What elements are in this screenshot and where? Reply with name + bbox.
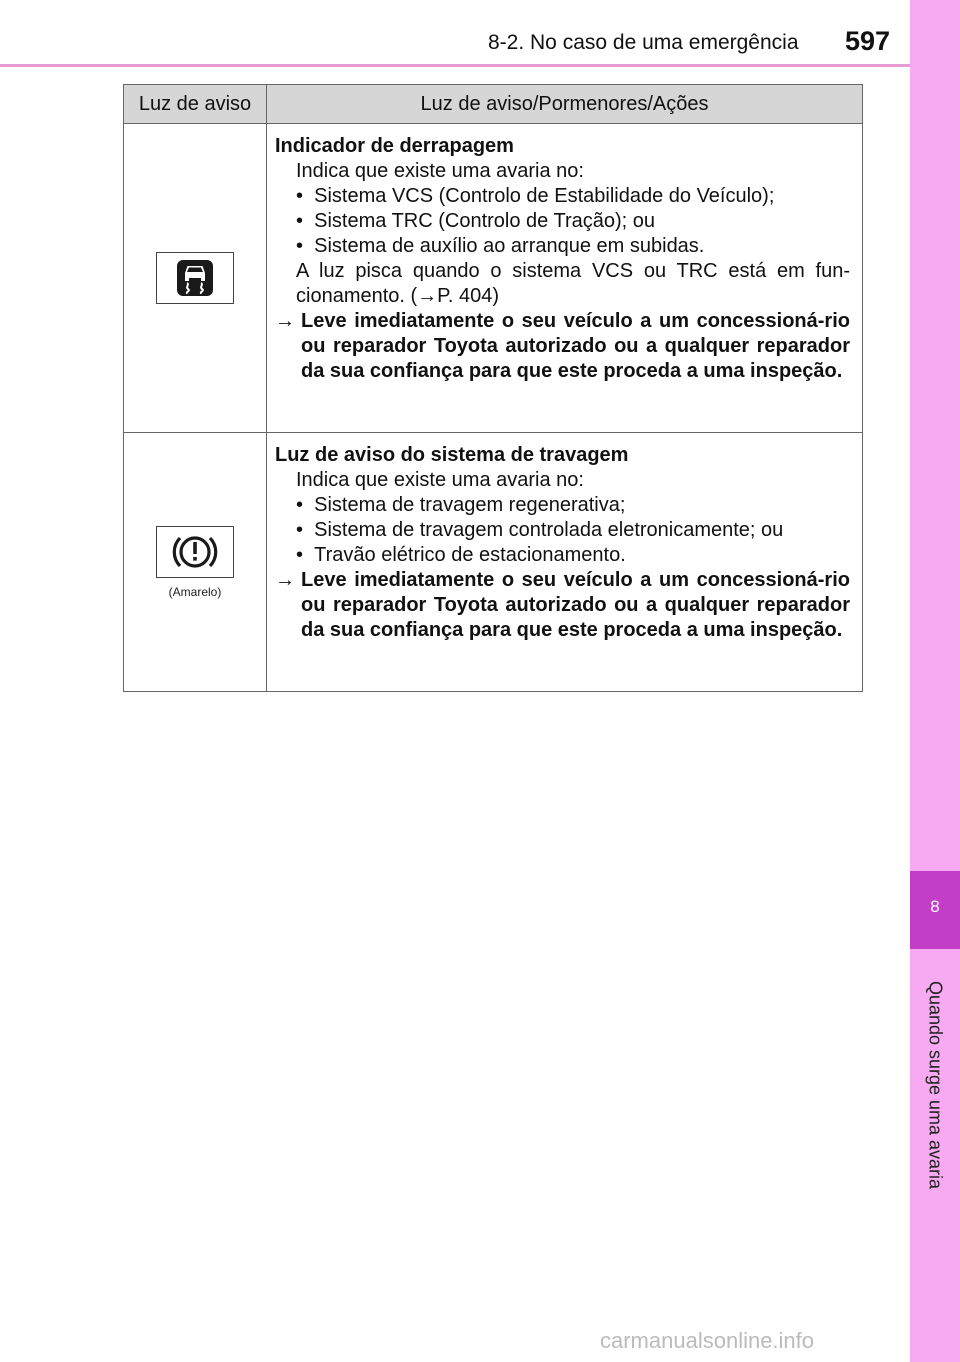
warning-action: → Leve imediatamente o seu veículo a um concessioná-rio ou reparador Toyota autorizado ou a qualquer reparador da sua confiança para que este proceda a uma inspeção. [275,310,850,382]
table-row [124,124,863,433]
list-item: • Sistema de travagem regenerativa; [296,494,626,516]
bullet-mark: • [296,494,304,516]
warning-lights-table [123,84,863,692]
list-item: • Sistema de travagem controlada eletronicamente; ou [296,519,784,541]
icon-cell [124,433,267,692]
warning-intro: Indica que existe uma avaria no: [296,469,584,491]
reference-arrow: → [417,285,438,307]
bullet-mark: • [296,544,304,566]
table-row [124,433,863,692]
section-title: 8-2. No caso de uma emergência [488,31,799,54]
chapter-title: Quando surge uma avaria [925,980,946,1190]
arrow-icon: → [275,569,295,591]
header-divider [0,64,910,67]
bullet-mark: • [296,519,304,541]
page-number: 597 [845,26,891,56]
warning-intro: Indica que existe uma avaria no: [296,160,584,182]
list-item: • Sistema VCS (Controlo de Estabilidade do Veículo); [296,185,775,207]
watermark: carmanualsonline.info [600,1328,815,1353]
warning-title: Luz de aviso do sistema de travagem [275,444,629,466]
bullet-mark: • [296,185,304,207]
column-header-warning-light: Luz de aviso [124,85,267,124]
bullet-mark: • [296,235,304,257]
bullet-mark: • [296,210,304,232]
details-cell [267,124,863,433]
table-header-row [124,85,863,124]
icon-caption: (Amarelo) [168,584,222,599]
page-reference[interactable]: P. 404) [437,285,500,307]
arrow-icon: → [275,310,295,332]
warning-note: A luz pisca quando o sistema VCS ou TRC está em fun-cionamento. (→P. 404) [296,260,850,307]
skid-indicator-icon [156,252,234,304]
icon-cell [124,124,267,433]
list-item: • Sistema de auxílio ao arranque em subidas. [296,235,705,257]
warning-action: → Leve imediatamente o seu veículo a um concessioná-rio ou reparador Toyota autorizado ou a qualquer reparador da sua confiança para que este proceda a uma inspeção. [275,569,850,641]
chapter-number: 8 [930,897,940,916]
brake-system-warning-icon [156,526,234,578]
list-item: • Sistema TRC (Controlo de Tração); ou [296,210,656,232]
list-item: • Travão elétrico de estacionamento. [296,544,626,566]
column-header-details: Luz de aviso/Pormenores/Ações [267,85,863,124]
details-cell [267,433,863,692]
warning-title: Indicador de derrapagem [275,135,514,157]
